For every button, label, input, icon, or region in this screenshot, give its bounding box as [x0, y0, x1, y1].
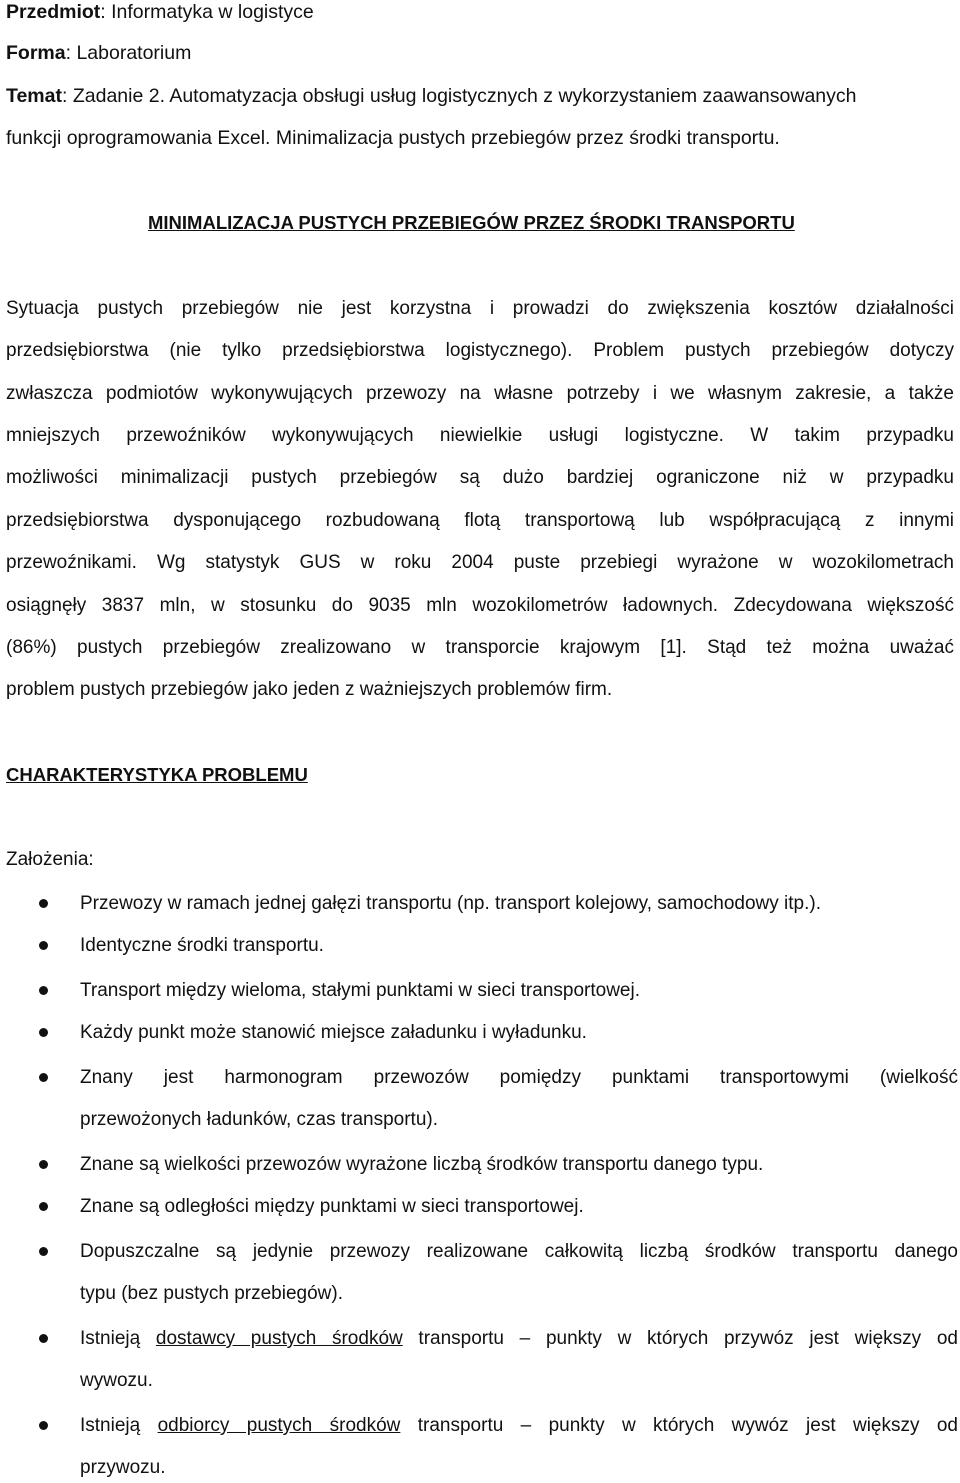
list-item-continuation: przywozu. — [80, 1457, 166, 1478]
paragraph-line: zwłaszcza podmiotów wykonywujących przewozy na własne potrzeby i we własnym zakresie, a także — [6, 383, 954, 404]
list-item-text: transportu – punkty w których przywóz jest większy od — [402, 1328, 958, 1349]
topic-value-line1: Zadanie 2. Automatyzacja obsługi usług logistycznych z wykorzystaniem zaawansowanych — [72, 85, 857, 107]
page-title: MINIMALIZACJA PUSTYCH PRZEBIEGÓW PRZEZ ŚRODKI TRANSPORTU — [148, 212, 795, 233]
list-item: Znane są odległości między punktami w sieci transportowej. — [80, 1196, 584, 1217]
list-item: Przewozy w ramach jednej gałęzi transportu (np. transport kolejowy, samochodowy itp.). — [80, 893, 821, 914]
subject-line: Przedmiot: Informatyka w logistyce — [6, 1, 314, 23]
bullet-icon — [39, 899, 48, 908]
topic-value-line2: funkcji oprogramowania Excel. Minimalizacja pustych przebiegów przez środki transportu. — [6, 127, 780, 149]
form-value: Laboratorium — [76, 42, 192, 64]
paragraph-line: możliwości minimalizacji pustych przebiegów są dużo bardziej ograniczone niż w przypadku — [6, 467, 954, 488]
bullet-icon — [39, 1160, 48, 1169]
list-item — [80, 1414, 958, 1438]
receivers-term: odbiorcy pustych środków — [157, 1415, 401, 1436]
paragraph-line: przedsiębiorstwa dysponującego rozbudowaną flotą transportową lub współpracującą z innymi — [6, 510, 954, 531]
list-item — [80, 1327, 958, 1351]
bullet-icon — [39, 1202, 48, 1211]
paragraph-line: przedsiębiorstwa (nie tylko przedsiębiorstwa logistycznego). Problem pustych przebiegów dotyczy — [6, 340, 954, 361]
topic-label: Temat — [6, 85, 62, 107]
list-item: Transport między wieloma, stałymi punktami w sieci transportowej. — [80, 980, 640, 1001]
form-line: Forma: Laboratorium — [6, 42, 192, 64]
list-item-text: Istnieją — [80, 1415, 158, 1436]
bullet-icon — [39, 986, 48, 995]
bullet-icon — [39, 941, 48, 950]
list-item-continuation: typu (bez pustych przebiegów). — [80, 1283, 343, 1304]
subject-label: Przedmiot — [6, 1, 101, 23]
list-item: Dopuszczalne są jedynie przewozy realizowane całkowitą liczbą środków transportu danego — [80, 1241, 958, 1262]
paragraph-line: osiągnęły 3837 mln, w stosunku do 9035 mln wozokilometrów ładownych. Zdecydowana większość — [6, 595, 954, 616]
bullet-icon — [39, 1028, 48, 1037]
topic-line: Temat: Zadanie 2. Automatyzacja obsługi usług logistycznych z wykorzystaniem zaawansowanych — [6, 85, 857, 107]
subject-value: Informatyka w logistyce — [111, 1, 314, 23]
paragraph-line: przewoźnikami. Wg statystyk GUS w roku 2004 puste przebiegi wyrażone w wozokilometrach — [6, 552, 954, 573]
list-item: Każdy punkt może stanowić miejsce załadunku i wyładunku. — [80, 1022, 587, 1043]
list-item-text: transportu – punkty w których wywóz jest większy od — [400, 1415, 958, 1436]
list-item: Znany jest harmonogram przewozów pomiędzy punktami transportowymi (wielkość — [80, 1067, 958, 1088]
bullet-icon — [39, 1247, 48, 1256]
suppliers-term: dostawcy pustych środków — [155, 1328, 403, 1349]
form-label: Forma — [6, 42, 66, 64]
paragraph-line: mniejszych przewoźników wykonywujących niewielkie usługi logistyczne. W takim przypadku — [6, 425, 954, 446]
list-item-text: Istnieją — [80, 1328, 156, 1349]
paragraph-line: (86%) pustych przebiegów zrealizowano w transporcie krajowym [1]. Stąd też można uważać — [6, 637, 954, 658]
list-item-continuation: wywozu. — [80, 1370, 153, 1391]
list-item: Znane są wielkości przewozów wyrażone liczbą środków transportu danego typu. — [80, 1154, 764, 1175]
bullet-icon — [39, 1334, 48, 1343]
list-item: Identyczne środki transportu. — [80, 935, 324, 956]
paragraph-line: problem pustych przebiegów jako jeden z ważniejszych problemów firm. — [6, 679, 613, 700]
section-heading: CHARAKTERYSTYKA PROBLEMU — [6, 764, 308, 785]
bullet-icon — [39, 1073, 48, 1082]
list-item-continuation: przewożonych ładunków, czas transportu). — [80, 1109, 439, 1130]
bullet-icon — [39, 1421, 48, 1430]
paragraph-line: Sytuacja pustych przebiegów nie jest korzystna i prowadzi do zwiększenia kosztów działalności — [6, 298, 954, 319]
assumptions-label: Założenia: — [6, 849, 94, 870]
